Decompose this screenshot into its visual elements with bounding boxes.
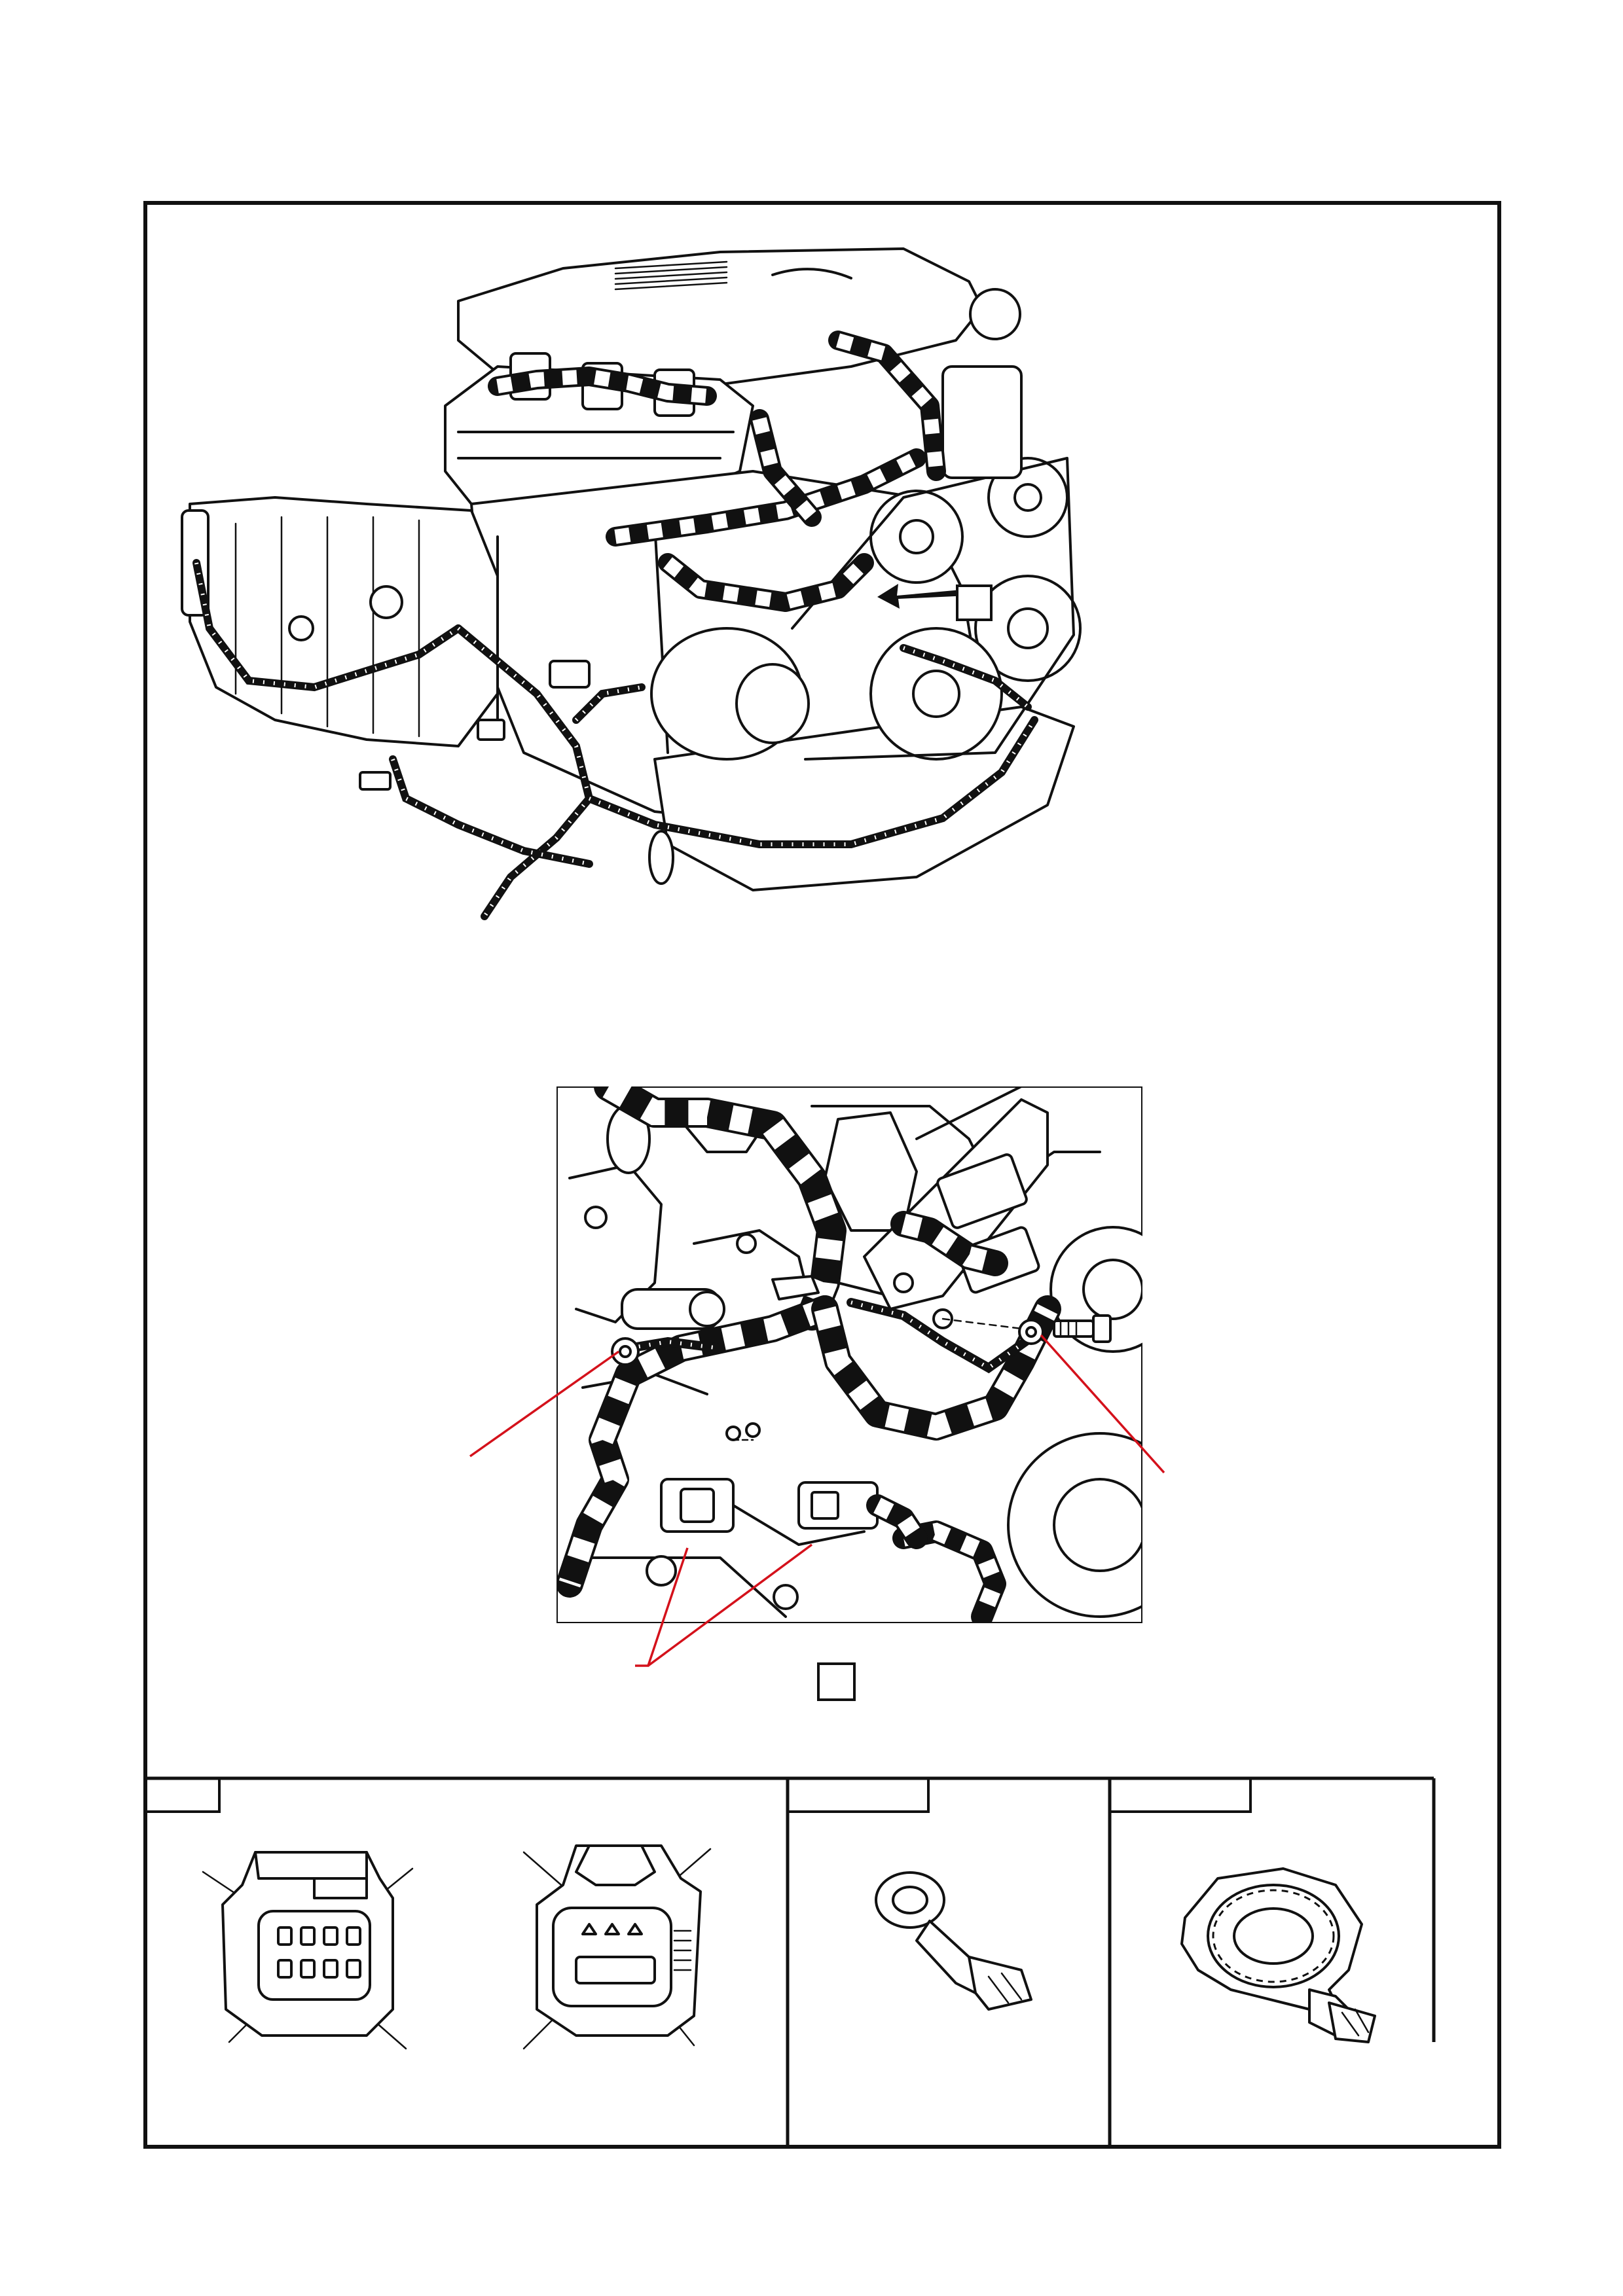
connector-female-icon (203, 1852, 412, 2049)
engine-assembly-icon (182, 249, 1080, 916)
ring-terminal-icon (876, 1873, 1031, 2009)
top-detail-callout-box (957, 586, 991, 620)
harness-detail-icon (556, 1086, 1192, 1623)
connector-male-icon (524, 1846, 710, 2049)
detail-callout-box (818, 1664, 854, 1700)
star-washer-terminal-icon (1182, 1869, 1375, 2042)
